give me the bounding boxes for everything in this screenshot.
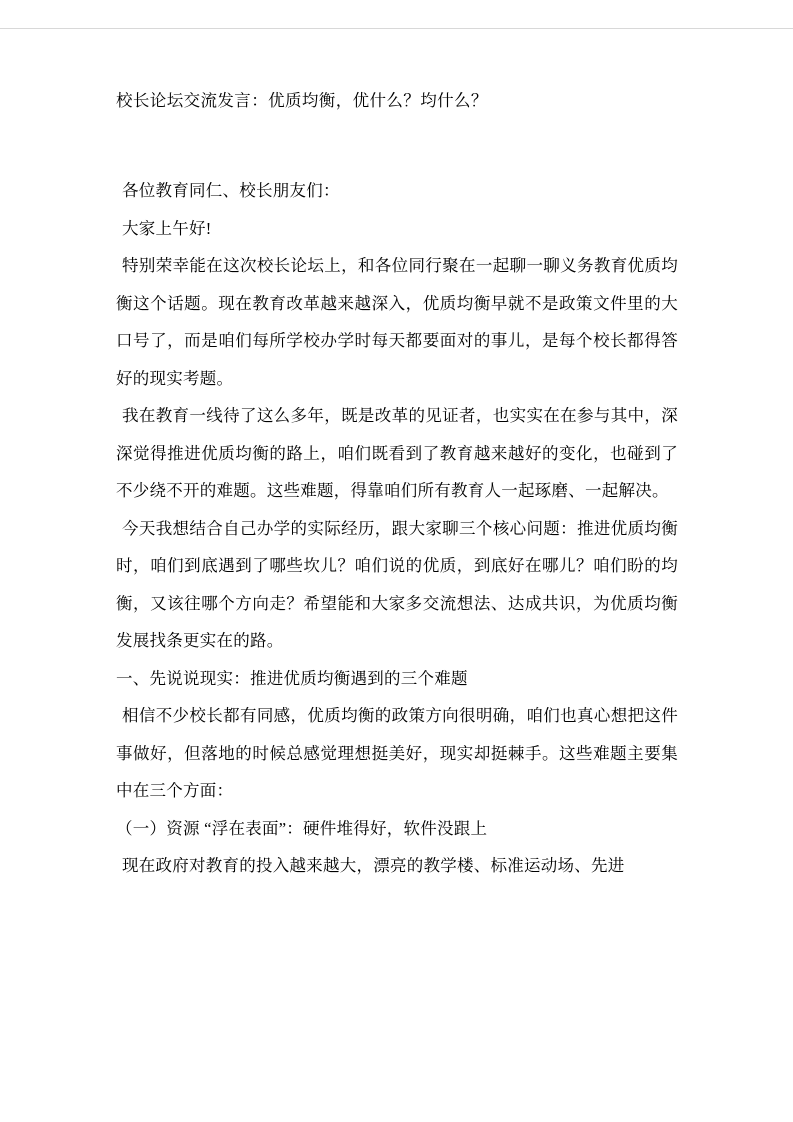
subsection-heading-one: （一）资源 “浮在表面”：硬件堆得好，软件没跟上 — [116, 818, 488, 838]
page-top-rule — [0, 28, 793, 29]
page-title: 校长论坛交流发言：优质均衡，优什么？均什么？ — [116, 91, 488, 110]
paragraph-resources: 现在政府对教育的投入越来越大，漂亮的教学楼、标准运动场、先进 — [122, 856, 625, 875]
paragraph-challenges-intro: 相信不少校长都有同感，优质均衡的政策方向很明确，咱们也真心想把这件事做好，但落地的时候总感觉理想挺美好，现实却挺棘手。这些难题主要集中在三个方面： — [116, 706, 678, 800]
title-spacer — [116, 116, 678, 172]
paragraph-intro: 特别荣幸能在这次校长论坛上，和各位同行聚在一起聊一聊义务教育优质均衡这个话题。现在教育改革越来越深入，优质均衡早就不是政策文件里的大口号了，而是咱们每所学校办学时每天都要面对的事儿，是每个校长都得答好的现实考题。 — [116, 256, 678, 388]
document-body — [116, 86, 678, 885]
section-heading-one: 一、先说说现实：推进优质均衡遇到的三个难题 — [116, 668, 468, 688]
paragraph-three-questions: 今天我想结合自己办学的实际经历，跟大家聊三个核心问题：推进优质均衡时，咱们到底遇到了哪些坎儿？咱们说的优质，到底好在哪儿？咱们盼的均衡，又该往哪个方向走？希望能和大家多交流想法、达成共识，为优质均衡发展找条更实在的路。 — [116, 518, 678, 650]
paragraph-experience: 我在教育一线待了这么多年，既是改革的见证者，也实实在在参与其中，深深觉得推进优质均衡的路上，咱们既看到了教育越来越好的变化，也碰到了不少绕不开的难题。这些难题，得靠咱们所有教育人一起琢磨、一起解决。 — [116, 406, 678, 500]
paragraph-greeting: 大家上午好! — [122, 218, 212, 238]
paragraph-salutation: 各位教育同仁、校长朋友们： — [122, 181, 340, 200]
